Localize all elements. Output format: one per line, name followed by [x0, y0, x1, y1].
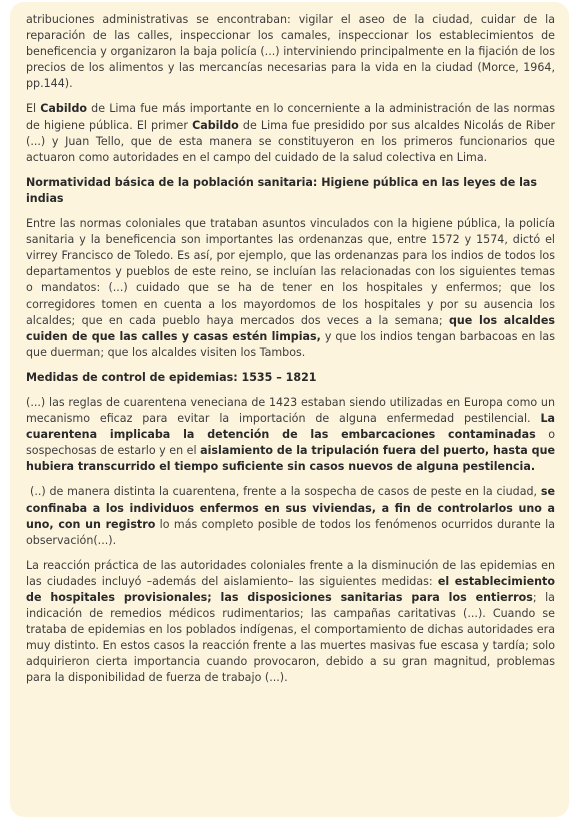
text-run: atribuciones administrativas se encontraban: vigilar el aseo de la ciudad, cuidar de la reparación de las calles, inspeccionar los camales, inspeccionar los establecimientos de beneficencia y organizaron la baja policía (...) interviniendo principalmente en la fijación de los precios de los alimentos y las mercancías necesarias para la vida en la ciudad (Morce, 1964, pp.144).: [26, 13, 555, 91]
bold-text: Cabildo: [40, 102, 88, 116]
text-run: (...) las reglas de cuarentena veneciana de 1423 estaban siendo utilizadas en Europa como un mecanismo eficaz para evitar la importación de alguna enfermedad pestilencial.: [26, 395, 555, 426]
text-run: ; la indicación de remedios médicos rudimentarios; las campañas caritativas (...). Cuando se trataba de epidemias en los poblados indígenas, el comportamiento de dichas autoridades era muy distinto. En estos casos la reacción frente a las muertes masivas fue escasa y tardía; solo adquirieron cierta importancia cuando provocaron, debido a su gran magnitud, problemas para la disponibilidad de fuerza de trabajo (...).: [26, 591, 555, 685]
paragraph-normas-coloniales: [26, 216, 555, 361]
text-run: lo más completo posible de todos los fenómenos ocurridos durante la observación(...).: [26, 517, 555, 547]
bold-text: Cabildo: [192, 118, 239, 132]
bold-text: el establecimiento de hospitales provisionales; las disposiciones sanitarias para los entierros: [26, 574, 555, 604]
text-run: o sospechosas de estarlo y en el: [26, 428, 555, 458]
bold-text: Normatividad básica de la población sanitaria: Higiene pública en las leyes de las indias: [26, 175, 537, 205]
paragraph-reaccion: [26, 558, 555, 687]
paragraph-sospecha: [26, 484, 555, 548]
paragraph-cabildo: [26, 101, 555, 165]
text-run: El: [26, 102, 41, 116]
text-run: y que los indios tengan barbacoas en las que duerman; que los alcaldes visiten los Tambos.: [26, 329, 555, 359]
bold-text: se confinaba a los individuos enfermos en sus viviendas, a fin de controlarlos uno a uno, con un registro: [26, 485, 555, 531]
paragraph-cuarentena: [26, 395, 555, 475]
text-run: La reacción práctica de las autoridades coloniales frente a la disminución de las epidemias en las ciudades incluyó –además del aislamiento– las siguientes medidas:: [26, 558, 555, 588]
document-panel: [10, 2, 569, 817]
text-run: de Lima fue presidido por sus alcaldes Nicolás de Riber (...) y Juan Tello, que de esta manera se constituyeron en los primeros funcionarios que actuaron como autoridades en el campo del cuidado de la salud colectiva en Lima.: [26, 118, 556, 164]
text-run: de Lima fue más importante en lo concerniente a la administración de las normas de higiene pública. El primer: [26, 102, 555, 132]
heading-medidas: [26, 370, 555, 386]
paragraph-intro: [26, 12, 555, 92]
bold-text: Medidas de control de epidemias: 1535 – 1821: [26, 370, 317, 384]
bold-text: que los alcaldes cuiden de que las calles y casas estén limpias,: [26, 313, 556, 343]
text-run: Entre las normas coloniales que trataban asuntos vinculados con la higiene pública, la policía sanitaria y la beneficencia son importantes las ordenanzas que, entre 1572 y 1574, dictó el virrey Francisco de Toledo. Es así, por ejemplo, que las ordenanzas para los indios de todos los departamentos y pueblos de este reino, se incluían las relacionadas con los siguientes temas o mandatos: (...) cuidado que se ha de tener en los hospitales y enfermos; que los corregidores tomen en cuenta a los mayordomos de los hospitales y por su ausencia los alcaldes; que en cada pueblo haya mercados dos veces a la semana;: [26, 217, 555, 327]
bold-text: La cuarentena implicaba la detención de las embarcaciones contaminadas: [26, 412, 555, 442]
bold-text: aislamiento de la tripulación fuera del puerto, hasta que hubiera transcurrido el tiempo suficiente sin casos nuevos de alguna pestilencia.: [26, 444, 556, 474]
text-run: (..) de manera distinta la cuarentena, frente a la sospecha de casos de peste en la ciudad,: [30, 485, 541, 499]
heading-normatividad: [26, 175, 555, 207]
